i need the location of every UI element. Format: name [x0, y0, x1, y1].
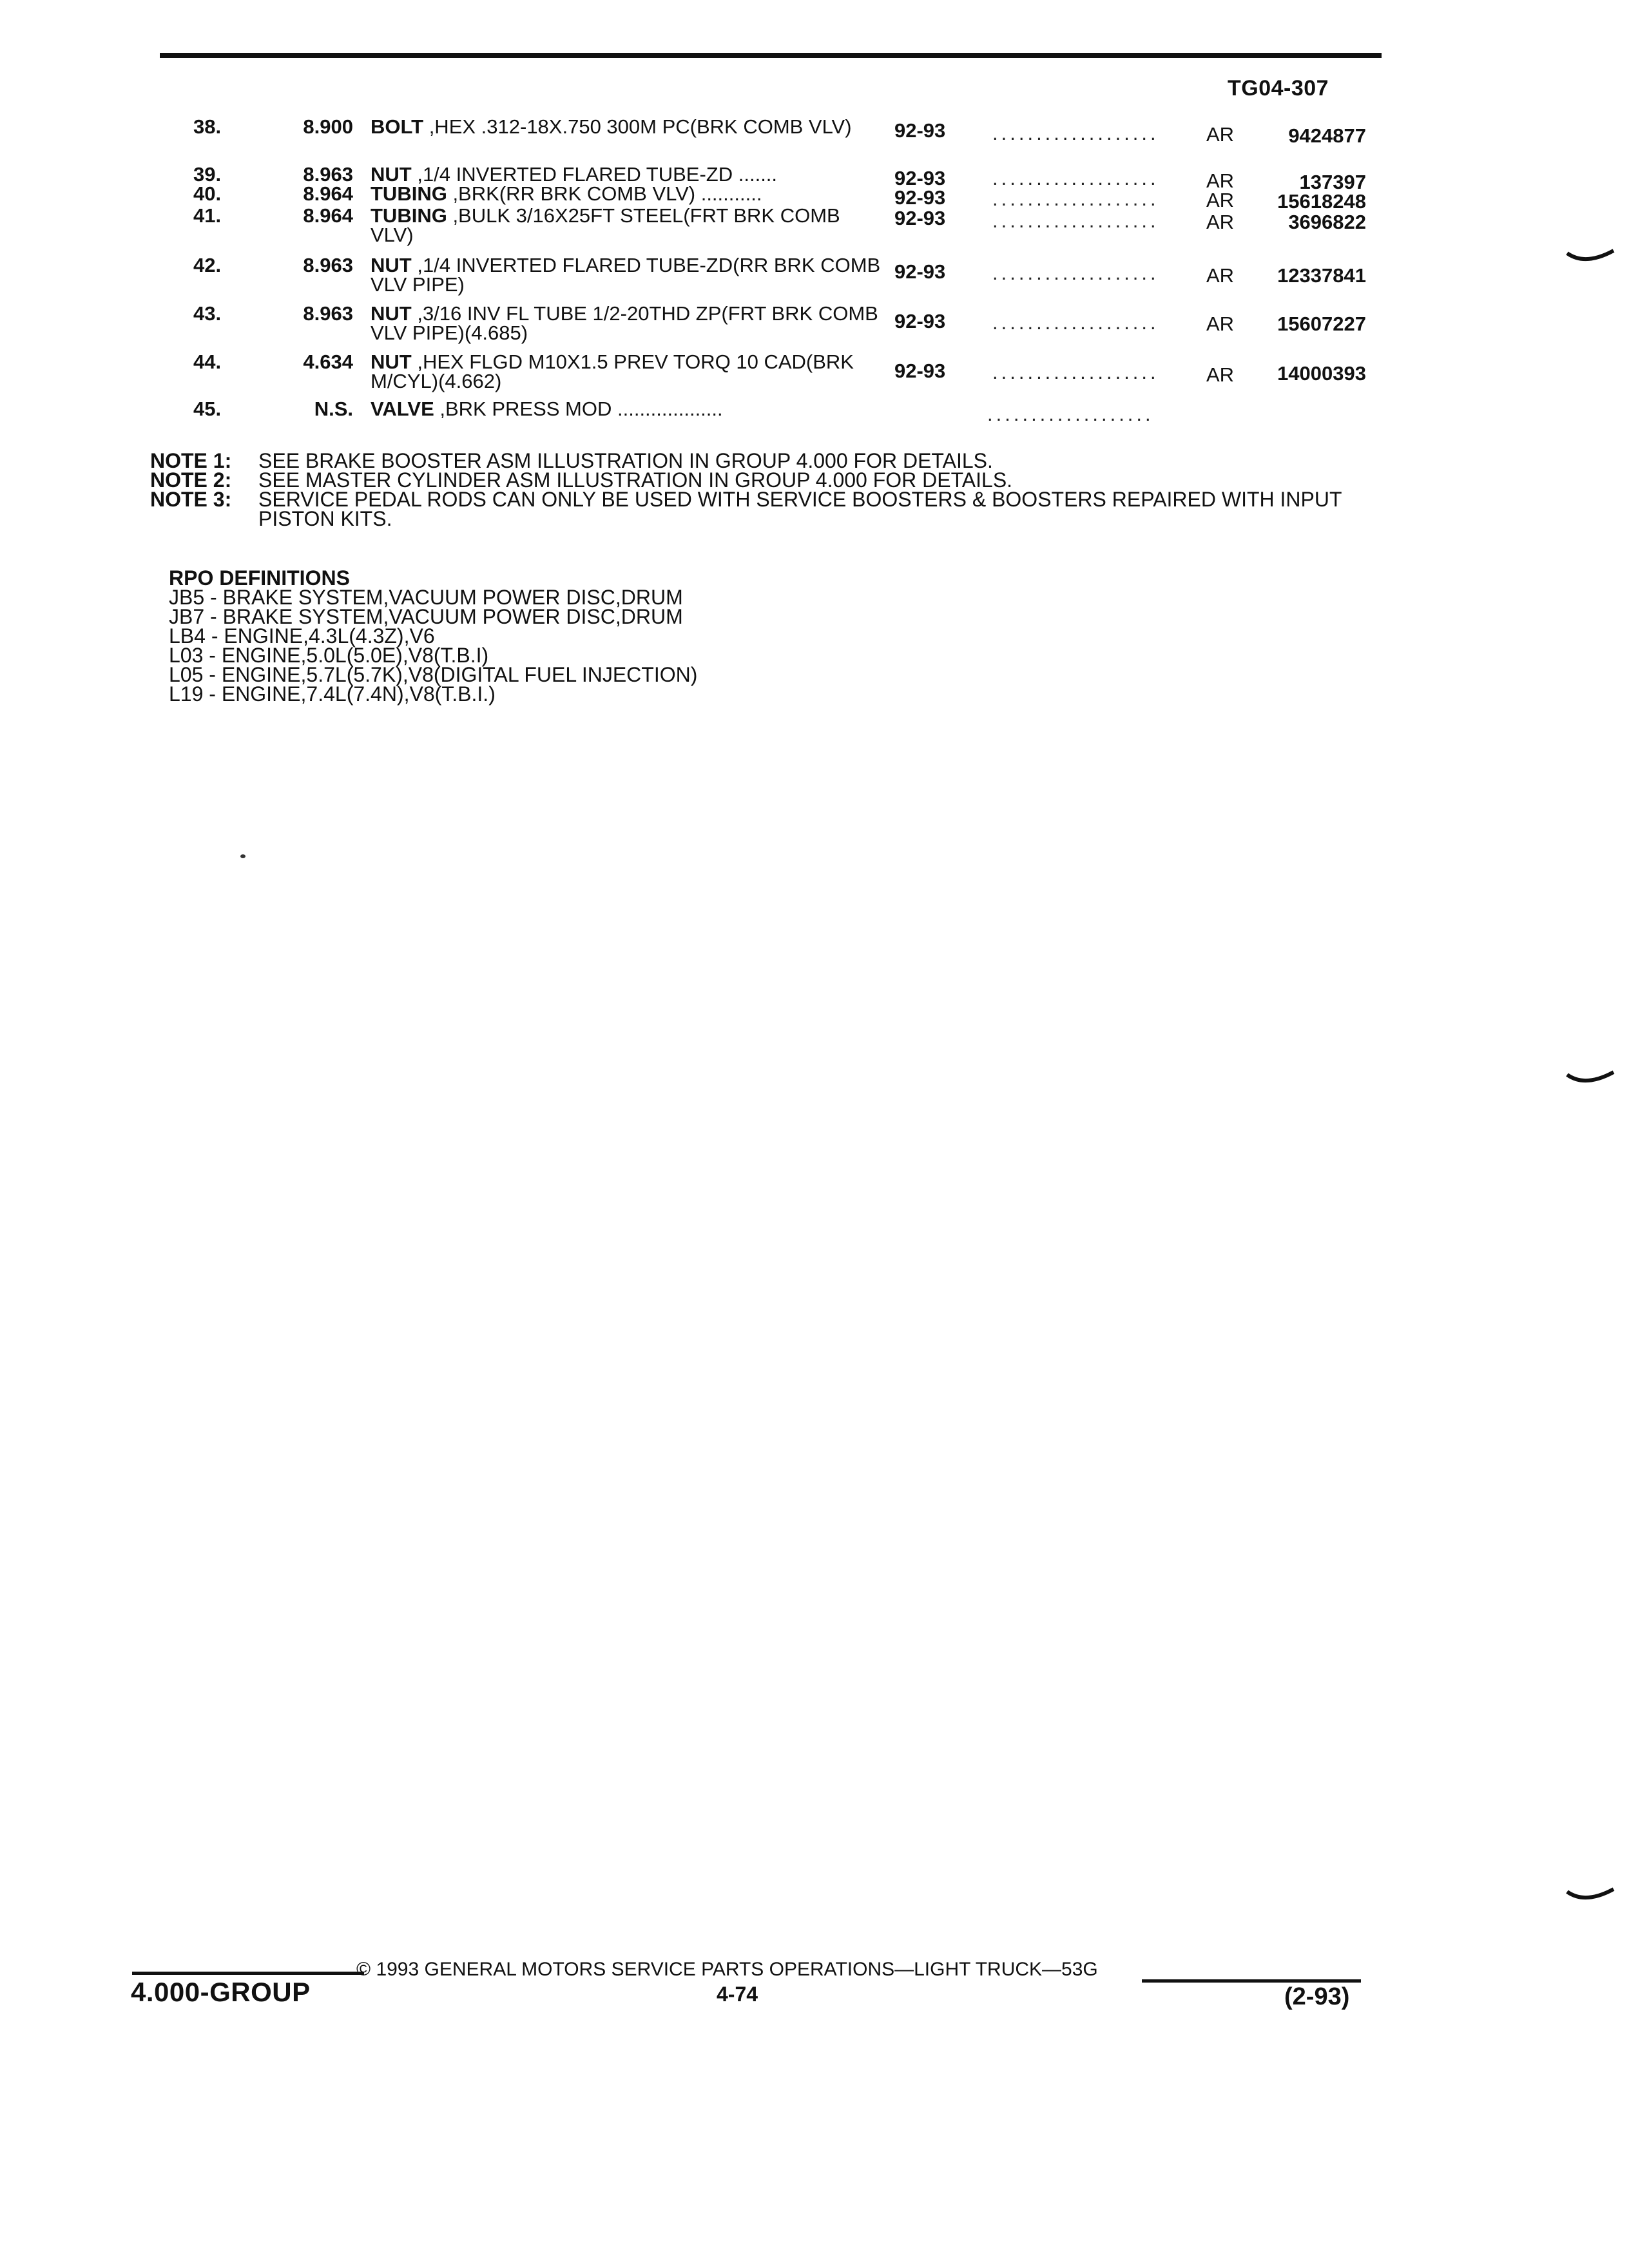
part-number: 15607227 — [1277, 312, 1366, 335]
years: 92-93 — [894, 360, 946, 382]
quantity: AR — [1206, 189, 1235, 211]
note-label: NOTE 1: — [150, 449, 232, 472]
part-description — [371, 304, 886, 343]
ref-number: 45. — [193, 398, 222, 420]
rpo-item: L05 - ENGINE,5.7L(5.7K),V8(DIGITAL FUEL INJECTION) — [169, 663, 698, 686]
leader-dots: ................... — [992, 262, 1159, 284]
page-number: 4-74 — [717, 1983, 758, 2006]
part-description — [371, 352, 886, 391]
ref-number: 42. — [193, 254, 222, 276]
leader-dots: ................... — [987, 403, 1154, 425]
part-keyword: VALVE — [371, 398, 434, 420]
rpo-item: JB5 - BRAKE SYSTEM,VACUUM POWER DISC,DRUM — [169, 586, 683, 609]
part-number: 15618248 — [1277, 190, 1366, 213]
note-text: SEE MASTER CYLINDER ASM ILLUSTRATION IN GROUP 4.000 FOR DETAILS. — [258, 468, 1013, 492]
part-description — [371, 206, 886, 245]
rpo-item: L03 - ENGINE,5.0L(5.0E),V8(T.B.I) — [169, 644, 489, 667]
part-description — [371, 117, 886, 137]
leader-dots: ................... — [992, 209, 1159, 232]
binder-mark-icon — [1566, 1887, 1617, 1906]
ref-number: 41. — [193, 204, 222, 227]
binder-mark-icon — [1566, 1070, 1617, 1089]
part-desc-text: ,BRK PRESS MOD ................... — [434, 398, 723, 420]
years: 92-93 — [894, 167, 946, 189]
part-desc-text: ,BULK 3/16X25FT STEEL(FRT BRK COMB VLV) — [371, 204, 840, 246]
rpo-item: LB4 - ENGINE,4.3L(4.3Z),V6 — [169, 624, 435, 648]
part-keyword: NUT — [371, 351, 412, 373]
ref-number: 40. — [193, 182, 222, 205]
group-number: 8.963 — [303, 302, 353, 325]
quantity: AR — [1206, 264, 1235, 287]
part-number: 14000393 — [1277, 362, 1366, 385]
quantity: AR — [1206, 123, 1235, 146]
leader-dots: ................... — [992, 361, 1159, 383]
group-number: N.S. — [314, 398, 353, 420]
part-description — [371, 165, 886, 184]
part-description — [371, 399, 886, 419]
ref-number: 43. — [193, 302, 222, 325]
part-keyword: NUT — [371, 302, 412, 325]
leader-dots: ................... — [992, 187, 1159, 210]
group-number: 8.964 — [303, 204, 353, 227]
part-desc-text: ,BRK(RR BRK COMB VLV) ........... — [447, 182, 762, 205]
footer-rule-left — [132, 1972, 364, 1975]
part-description — [371, 184, 886, 204]
binder-mark-icon — [1566, 248, 1617, 267]
note-text: SEE BRAKE BOOSTER ASM ILLUSTRATION IN GROUP 4.000 FOR DETAILS. — [258, 449, 993, 472]
group-number: 4.634 — [303, 351, 353, 373]
group-number: 8.964 — [303, 182, 353, 205]
sheet-code: TG04-307 — [1228, 76, 1329, 101]
ref-number: 38. — [193, 115, 222, 138]
note-label: NOTE 2: — [150, 468, 232, 492]
part-number: 9424877 — [1288, 124, 1366, 147]
ref-number: 39. — [193, 163, 222, 186]
note-text: SERVICE PEDAL RODS CAN ONLY BE USED WITH SERVICE BOOSTERS & BOOSTERS REPAIRED WITH INPUT PISTON KITS. — [258, 488, 1342, 530]
leader-dots: ................... — [992, 122, 1159, 144]
part-desc-text: ,1/4 INVERTED FLARED TUBE-ZD(RR BRK COMB VLV PIPE) — [371, 254, 881, 296]
rpo-title: RPO DEFINITIONS — [169, 566, 350, 590]
quantity: AR — [1206, 312, 1235, 335]
footer-copyright: © 1993 GENERAL MOTORS SERVICE PARTS OPERATIONS—LIGHT TRUCK—53G — [356, 1959, 1098, 1980]
years: 92-93 — [894, 119, 946, 142]
part-desc-text: ,3/16 INV FL TUBE 1/2-20THD ZP(FRT BRK COMB VLV PIPE)(4.685) — [371, 302, 878, 344]
footer-date: (2-93) — [1284, 1983, 1350, 2010]
quantity: AR — [1206, 169, 1235, 192]
years: 92-93 — [894, 260, 946, 283]
part-desc-text: ,HEX .312-18X.750 300M PC(BRK COMB VLV) — [423, 115, 852, 138]
footer-rule-right — [1142, 1979, 1361, 1983]
part-keyword: TUBING — [371, 182, 447, 205]
part-keyword: TUBING — [371, 204, 447, 227]
rpo-item: L19 - ENGINE,7.4L(7.4N),V8(T.B.I.) — [169, 682, 496, 706]
ref-number: 44. — [193, 351, 222, 373]
part-keyword: NUT — [371, 163, 412, 186]
rpo-item: JB7 - BRAKE SYSTEM,VACUUM POWER DISC,DRUM — [169, 605, 683, 628]
part-desc-text: ,1/4 INVERTED FLARED TUBE-ZD ....... — [411, 163, 778, 186]
quantity: AR — [1206, 363, 1235, 386]
part-number: 3696822 — [1288, 211, 1366, 233]
leader-dots: ................... — [992, 311, 1159, 334]
group-number: 8.900 — [303, 115, 353, 138]
rpo-definitions — [169, 568, 697, 704]
part-description — [371, 256, 886, 294]
years: 92-93 — [894, 207, 946, 229]
group-number: 8.963 — [303, 254, 353, 276]
footer-group: 4.000-GROUP — [131, 1977, 311, 2007]
part-number: 12337841 — [1277, 264, 1366, 287]
part-keyword: NUT — [371, 254, 412, 276]
leader-dots: ................... — [992, 167, 1159, 189]
years: 92-93 — [894, 310, 946, 332]
quantity: AR — [1206, 211, 1235, 233]
part-desc-text: ,HEX FLGD M10X1.5 PREV TORQ 10 CAD(BRK M/CYL)(4.662) — [371, 351, 854, 392]
top-rule — [160, 53, 1382, 58]
years: 92-93 — [894, 186, 946, 209]
group-number: 8.963 — [303, 163, 353, 186]
note-label: NOTE 3: — [150, 488, 232, 511]
scan-speck — [240, 854, 246, 858]
part-number: 137397 — [1299, 171, 1366, 193]
part-keyword: BOLT — [371, 115, 424, 138]
